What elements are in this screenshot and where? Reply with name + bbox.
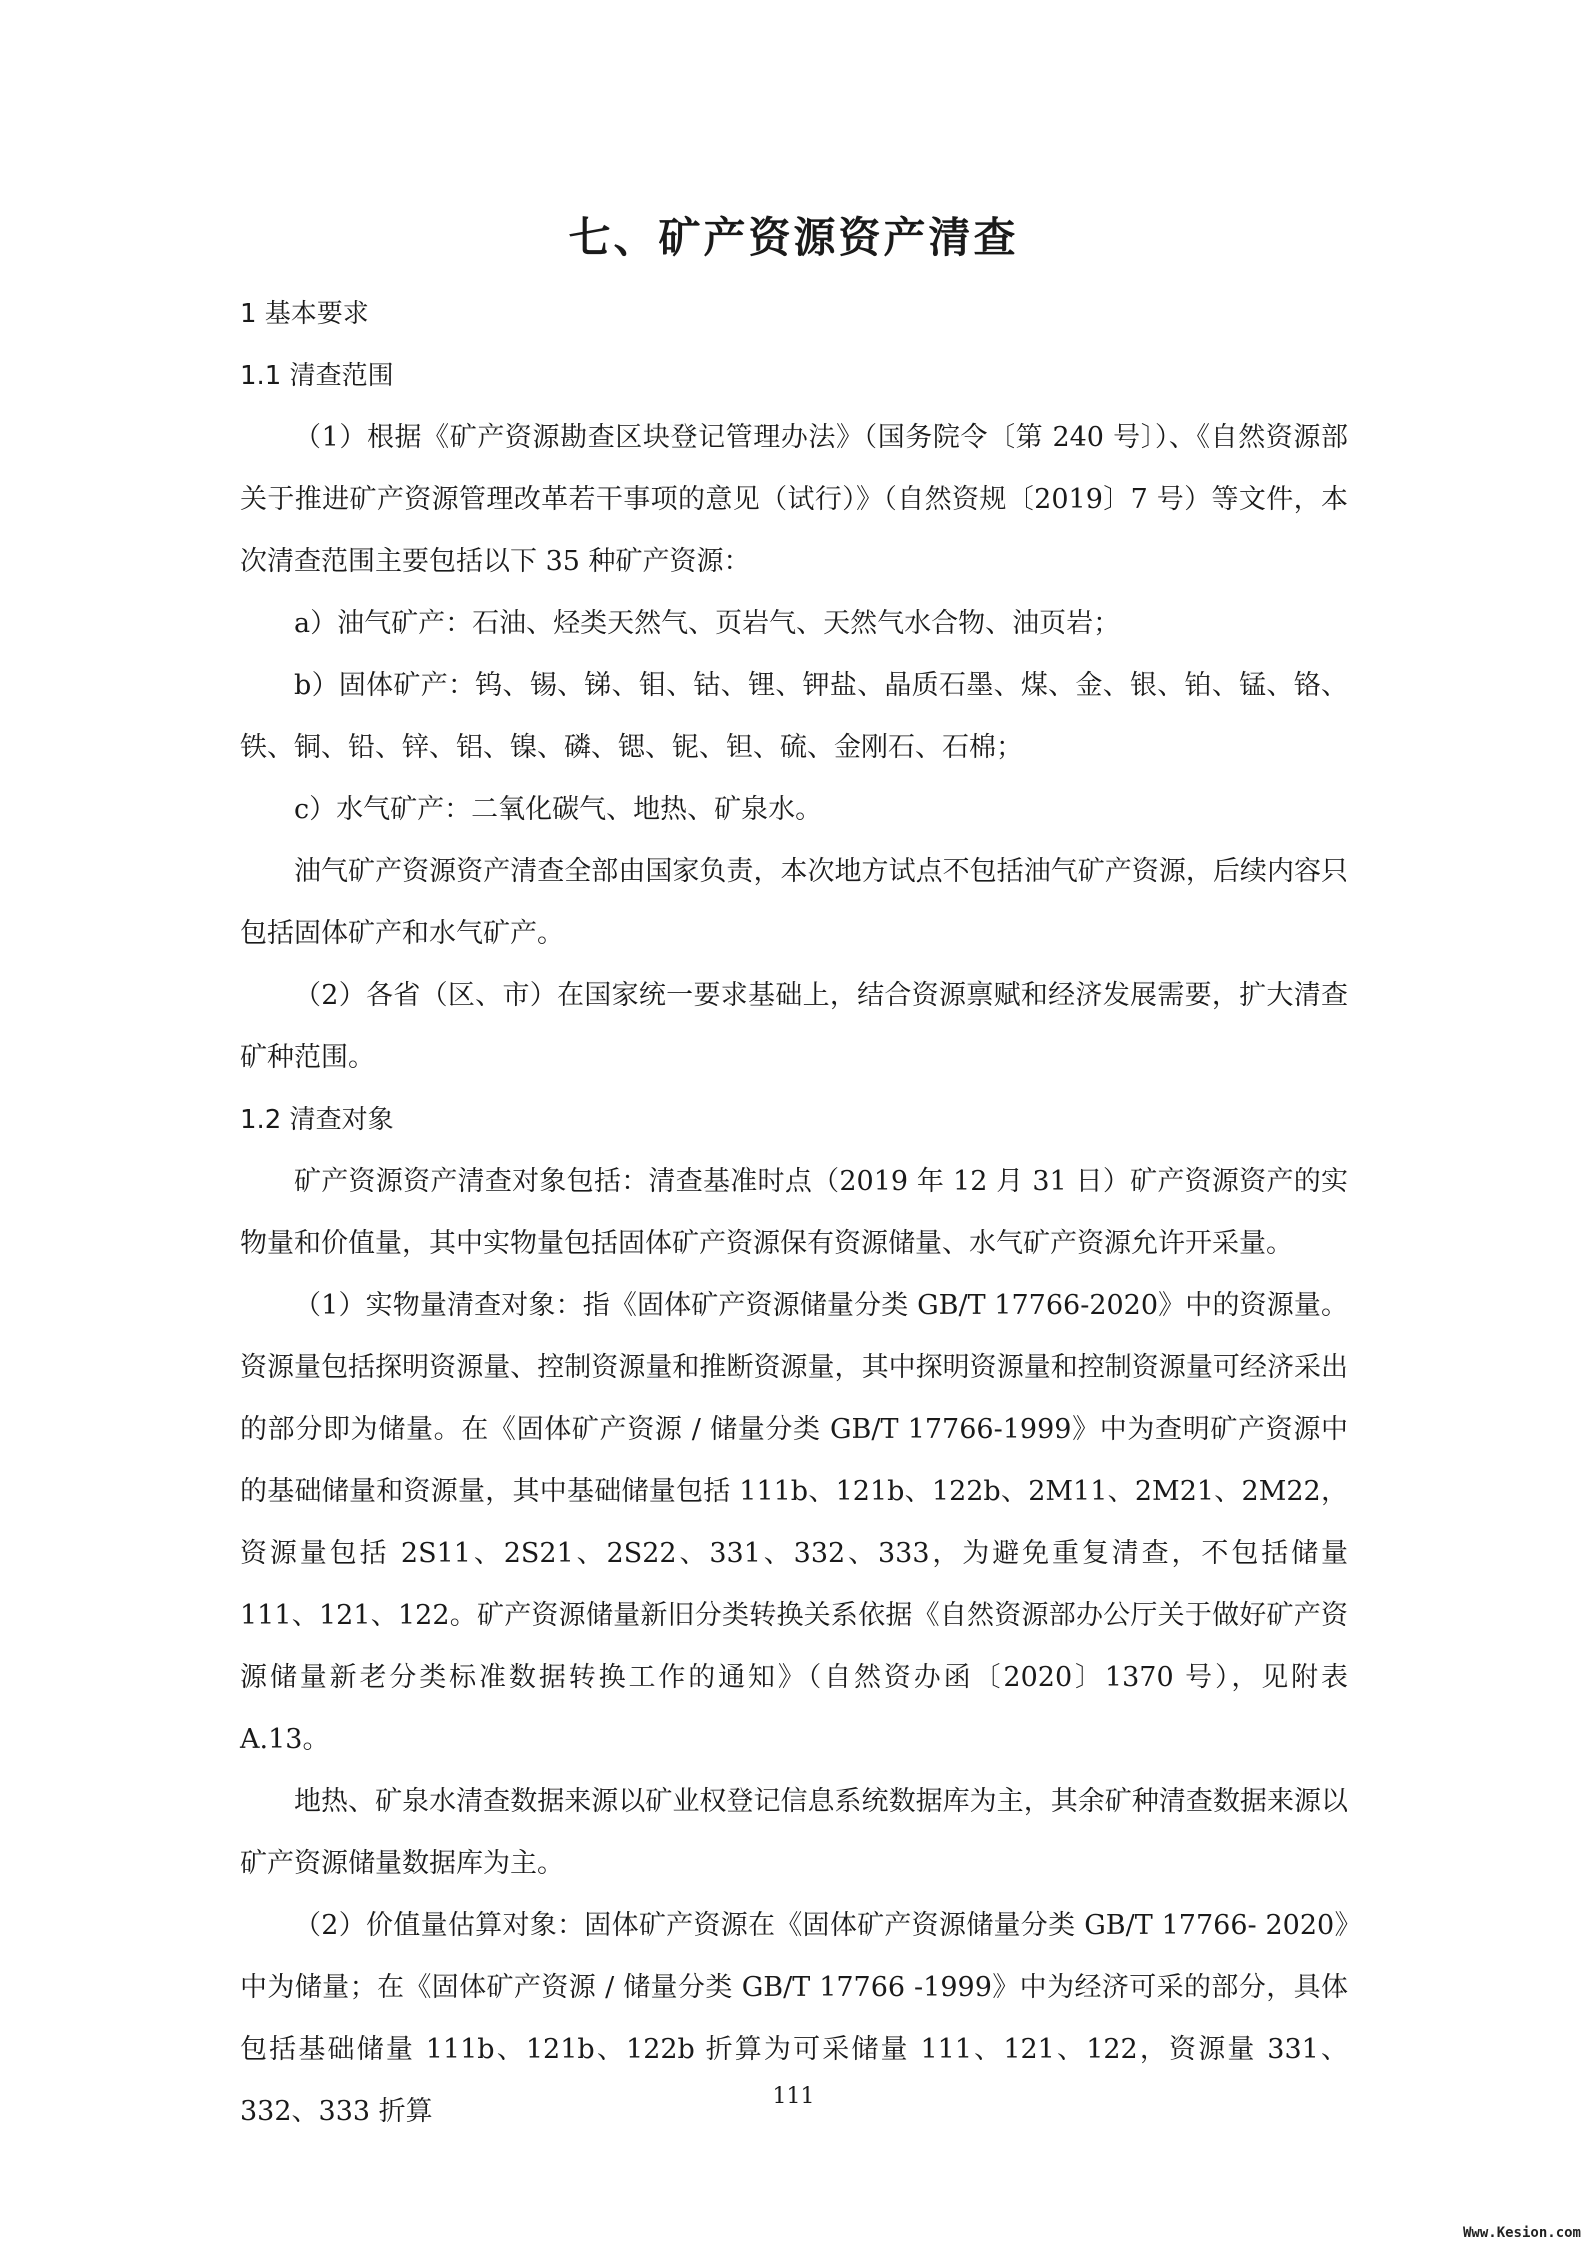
page-number: 111 <box>772 2084 815 2109</box>
paragraph-scope-basis: （1）根据《矿产资源勘查区块登记管理办法》（国务院令〔第 240 号〕）、《自然资源部关于推进矿产资源管理改革若干事项的意见（试行）》（自然资规〔2019〕7 号）等文件，本次清查范围主要包括以下 35 种矿产资源： <box>240 422 1348 577</box>
section-heading-inventory-scope: 1.1 清查范围 <box>240 361 394 391</box>
page-title: 七、矿产资源资产清查 <box>568 213 1019 262</box>
document-body <box>240 283 1348 2143</box>
section-heading-inventory-objects: 1.2 清查对象 <box>240 1105 394 1135</box>
section-heading-basic-requirements: 1 基本要求 <box>240 299 369 329</box>
watermark-logo: Www.Kesion.com <box>1462 2225 1581 2241</box>
paragraph-value-estimation: （2）价值量估算对象：固体矿产资源在《固体矿产资源储量分类 GB/T 17766- 2020》中为储量；在《固体矿产资源 / 储量分类 GB/T 17766 -1999》中为经济可采的部分，具体包括基础储量 111b、121b、122b 折算为可采储量 111、121、122，资源量 331、332、333 折算 <box>240 1910 1348 2127</box>
paragraph-oil-gas-responsibility: 油气矿产资源资产清查全部由国家负责，本次地方试点不包括油气矿产资源，后续内容只包括固体矿产和水气矿产。 <box>240 856 1348 949</box>
paragraph-oil-gas-minerals: a）油气矿产：石油、烃类天然气、页岩气、天然气水合物、油页岩； <box>294 608 1121 639</box>
paragraph-solid-minerals: b）固体矿产：钨、锡、锑、钼、钴、锂、钾盐、晶质石墨、煤、金、银、铂、锰、铬、铁、铜、铅、锌、铝、镍、磷、锶、铌、钽、硫、金刚石、石棉； <box>240 670 1348 763</box>
paragraph-inventory-objects: 矿产资源资产清查对象包括：清查基准时点（2019 年 12 月 31 日）矿产资源资产的实物量和价值量，其中实物量包括固体矿产资源保有资源储量、水气矿产资源允许开采量。 <box>240 1166 1348 1259</box>
paragraph-water-gas-minerals: c）水气矿产：二氧化碳气、地热、矿泉水。 <box>294 794 823 825</box>
paragraph-data-sources: 地热、矿泉水清查数据来源以矿业权登记信息系统数据库为主，其余矿种清查数据来源以矿产资源储量数据库为主。 <box>240 1786 1348 1879</box>
paragraph-provincial-expansion: （2）各省（区、市）在国家统一要求基础上，结合资源禀赋和经济发展需要，扩大清查矿种范围。 <box>240 980 1348 1073</box>
paragraph-physical-quantity: （1）实物量清查对象：指《固体矿产资源储量分类 GB/T 17766-2020》中的资源量。资源量包括探明资源量、控制资源量和推断资源量，其中探明资源量和控制资源量可经济采出的部分即为储量。在《固体矿产资源 / 储量分类 GB/T 17766-1999》中为查明矿产资源中的基础储量和资源量，其中基础储量包括 111b、121b、122b、2M11、2M21、2M22，资源量包括 2S11、2S21、2S22、331、332、333，为避免重复清查，不包括储量 111、121、122。矿产资源储量新旧分类转换关系依据《自然资源部办公厅关于做好矿产资源储量新老分类标准数据转换工作的通知》（自然资办函〔2020〕1370 号），见附表 A.13。 <box>240 1290 1348 1755</box>
